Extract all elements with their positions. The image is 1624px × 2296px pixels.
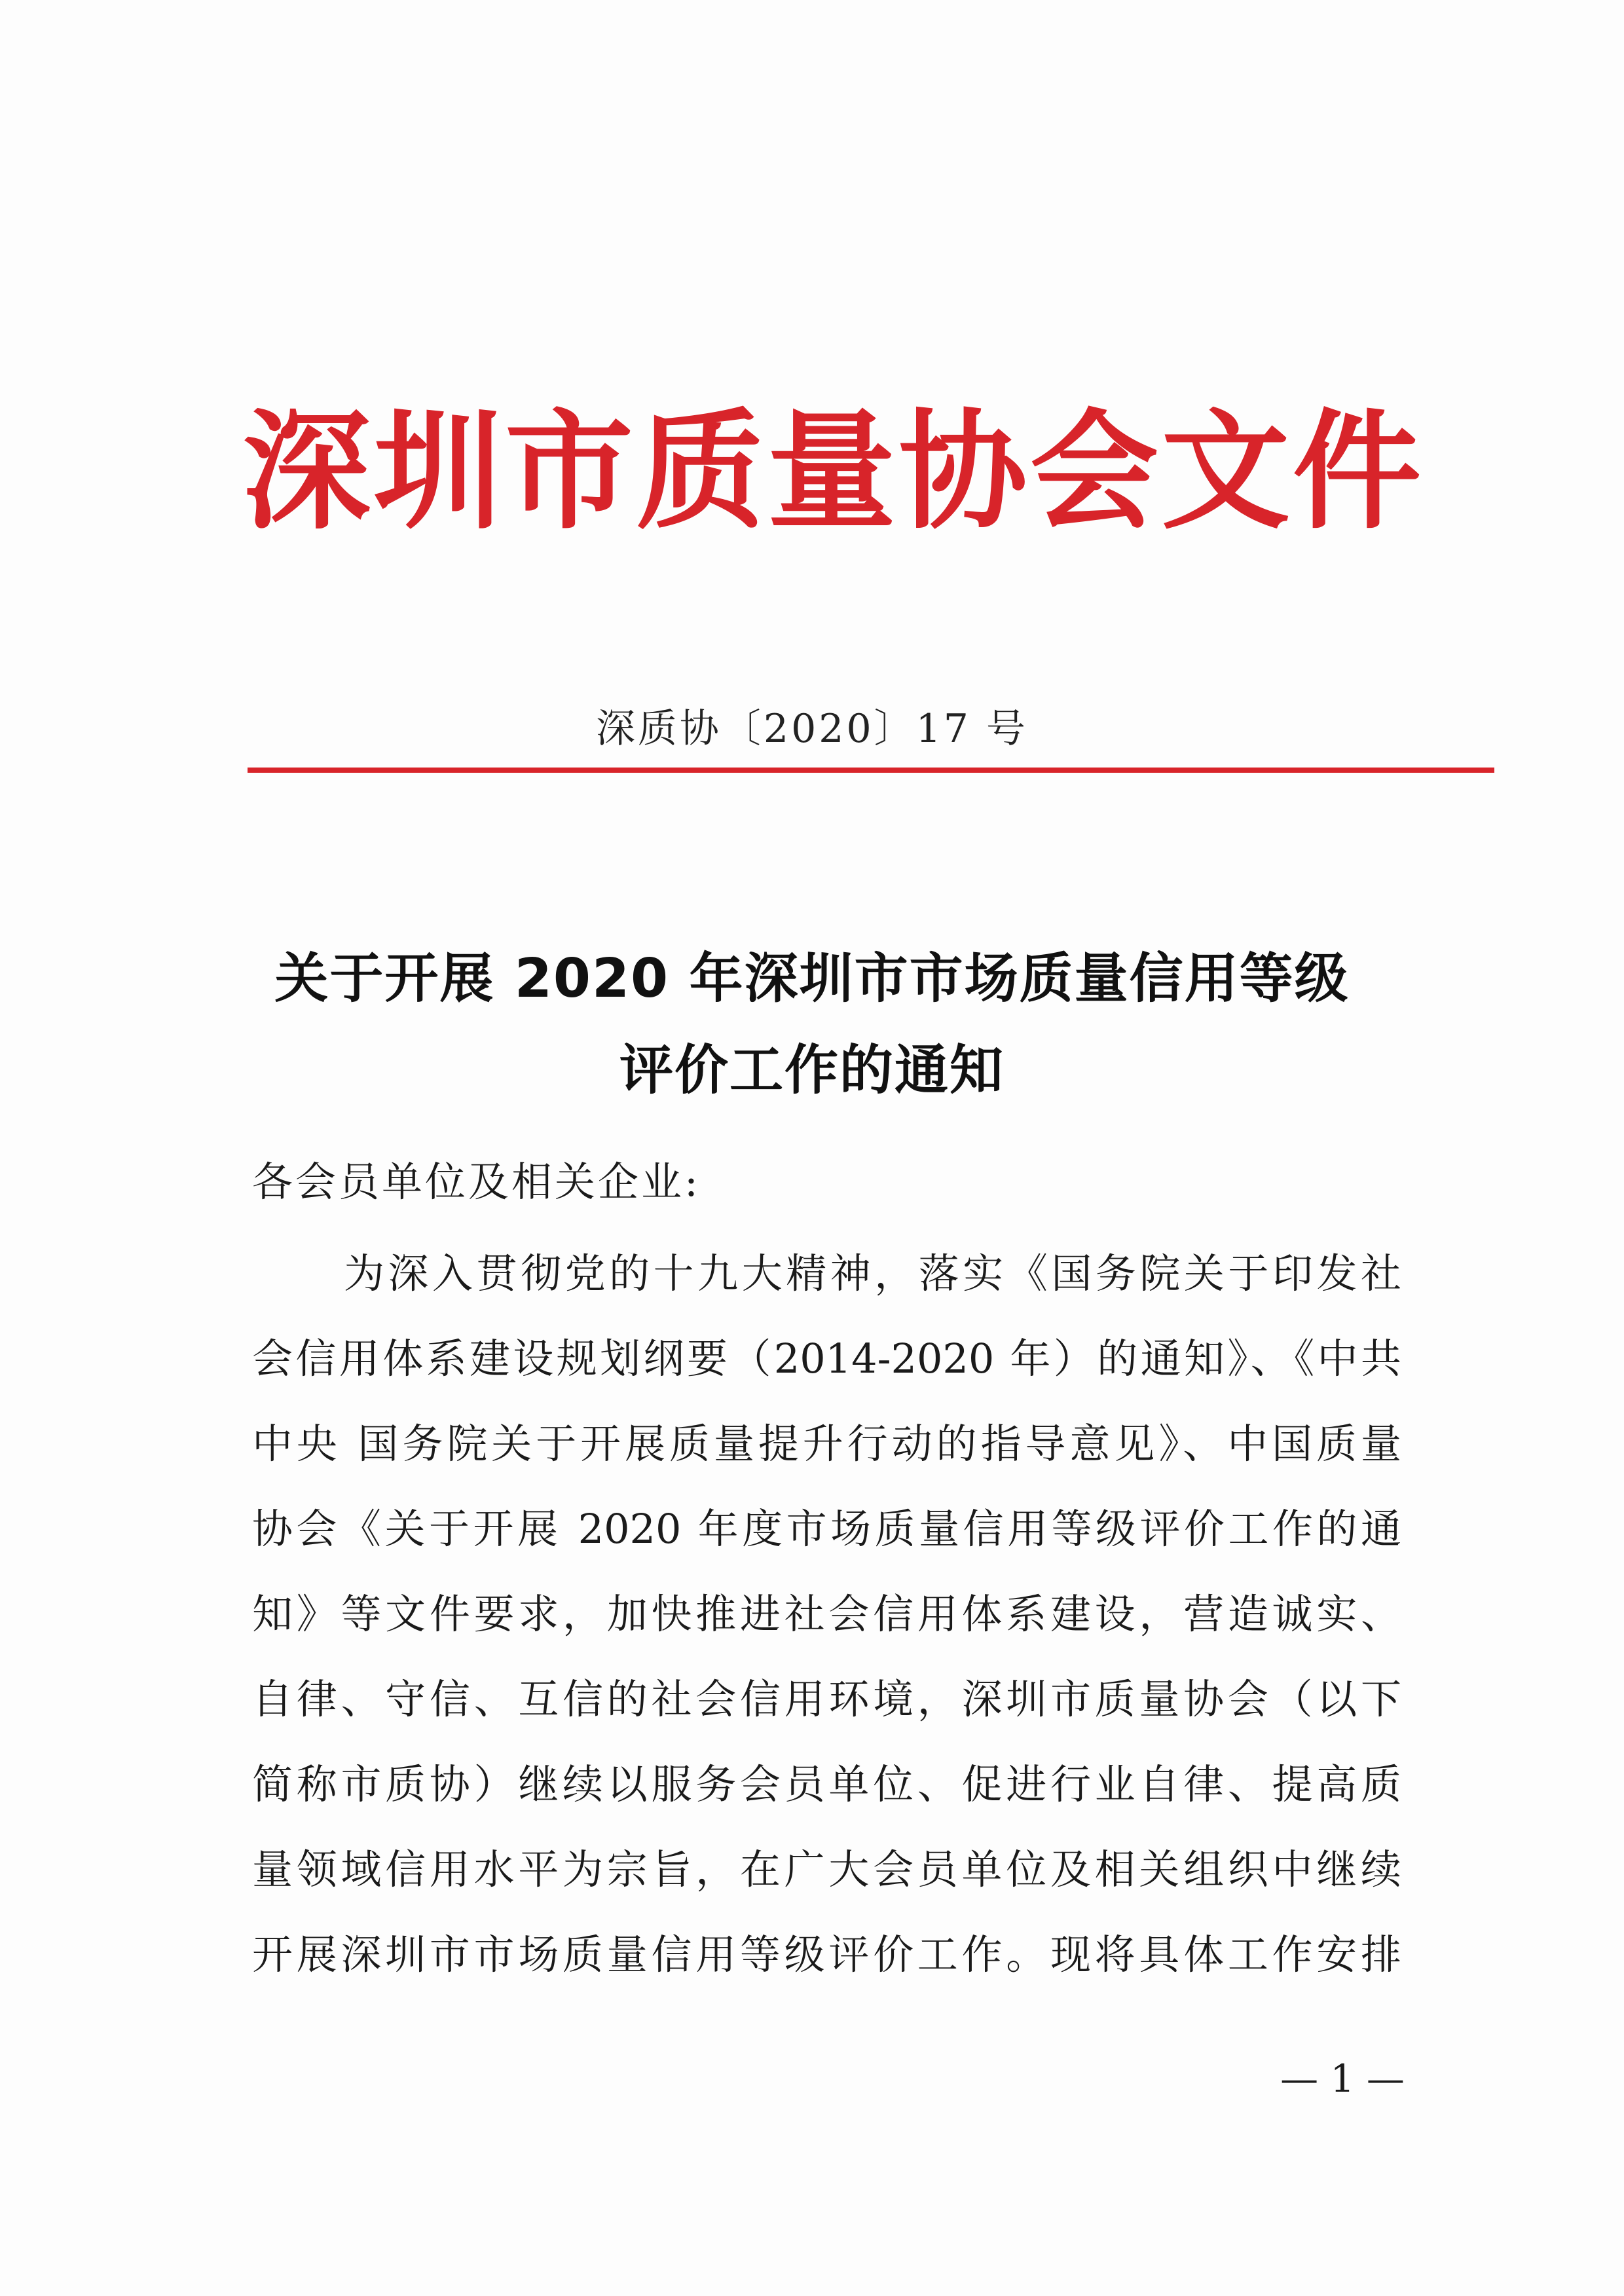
- salutation: 各会员单位及相关企业:: [252, 1158, 701, 1206]
- masthead-char: 市: [505, 396, 634, 547]
- body-line: 会信用体系建设规划纲要（2014-2020 年）的通知》、《中共: [252, 1335, 1401, 1382]
- title-line-2: 评价工作的通知: [619, 1039, 1005, 1102]
- body-line: 协会《关于开展 2020 年度市场质量信用等级评价工作的通: [252, 1505, 1401, 1553]
- body-line: 中央 国务院关于开展质量提升行动的指导意见》、中国质量: [252, 1420, 1401, 1468]
- masthead-char: 会: [1030, 396, 1159, 547]
- body-paragraph: [252, 1231, 1401, 1997]
- document-title: [216, 933, 1408, 1117]
- body-line: 为深入贯彻党的十九大精神，落实《国务院关于印发社: [344, 1250, 1401, 1297]
- document-number: 深质协〔2020〕17 号: [595, 706, 1029, 752]
- masthead-char: 文: [1161, 396, 1290, 547]
- masthead-char: 圳: [373, 396, 502, 547]
- body-line: 量领域信用水平为宗旨，在广大会员单位及相关组织中继续: [252, 1845, 1401, 1893]
- title-line-1: 关于开展 2020 年深圳市市场质量信用等级: [274, 948, 1350, 1010]
- page-number: — 1 —: [1280, 2056, 1405, 2101]
- masthead-char: 量: [767, 396, 896, 547]
- masthead-char: 质: [636, 396, 765, 547]
- body-line: 开展深圳市市场质量信用等级评价工作。现将具体工作安排: [252, 1931, 1401, 1978]
- masthead-char: 深: [242, 396, 371, 547]
- masthead-char: 协: [898, 396, 1027, 547]
- body-line: 知》等文件要求，加快推进社会信用体系建设，营造诚实、: [252, 1590, 1401, 1638]
- body-line: 简称市质协）继续以服务会员单位、促进行业自律、提高质: [252, 1760, 1401, 1808]
- masthead-char: 件: [1293, 396, 1422, 547]
- body-line: 自律、守信、互信的社会信用环境，深圳市质量协会（以下: [252, 1675, 1401, 1723]
- masthead: [242, 393, 1421, 550]
- red-divider-line: [248, 768, 1494, 773]
